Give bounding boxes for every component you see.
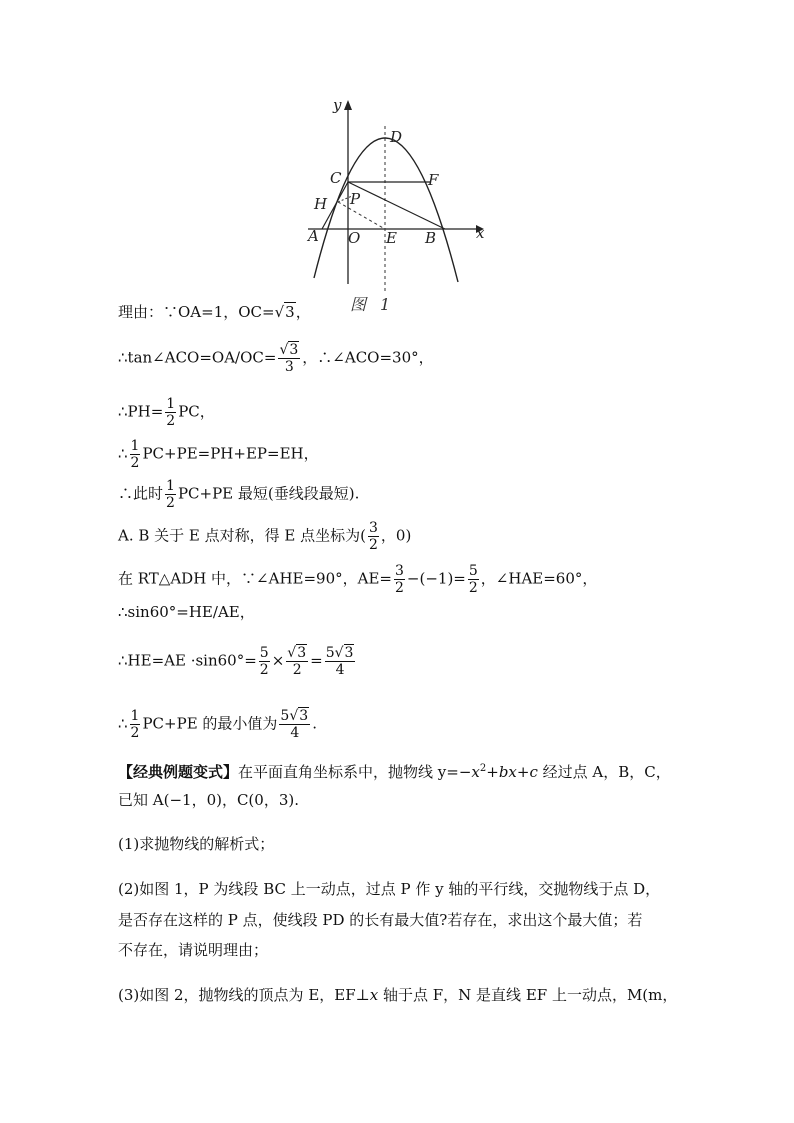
- text: PC，: [178, 402, 215, 421]
- label-o: O: [348, 229, 361, 247]
- text: PC+PE=PH+EP=EH，: [142, 444, 319, 463]
- line-1: [118, 302, 311, 322]
- text: PC+PE 最短(垂线段最短).: [177, 484, 360, 503]
- var-x: x: [471, 763, 480, 781]
- line-6: [118, 520, 411, 553]
- figure-caption: 图: [350, 295, 367, 314]
- fraction: $\frac{√3}{3}$: [279, 342, 299, 375]
- label-e: E: [386, 229, 397, 247]
- fraction: $\frac{3}{2}$: [395, 563, 404, 596]
- text: ，: [295, 303, 311, 321]
- label-x: x: [476, 224, 485, 242]
- var-bx: bx: [498, 763, 517, 781]
- label-c: C: [330, 169, 342, 187]
- line-9: [118, 645, 357, 678]
- line-7: [118, 563, 597, 596]
- line-5: [118, 478, 359, 511]
- fraction-half: $\frac{1}{2}$: [166, 478, 175, 511]
- text: 已知 A(−1，0)，C(0，3).: [118, 791, 299, 809]
- text: ∴此时: [118, 484, 164, 503]
- label-y: y: [333, 96, 342, 114]
- var-x: x: [369, 986, 379, 1004]
- sqrt-3: √3: [274, 303, 295, 321]
- line-14: [118, 879, 660, 899]
- fraction: $\frac{5}{2}$: [468, 563, 478, 596]
- text: ∴HE=AE ·sin60°=: [118, 651, 257, 670]
- line-15: [118, 910, 642, 930]
- text: ∴tan∠ACO=OA/OC=: [118, 348, 277, 367]
- figure-caption-number: 1: [380, 295, 391, 314]
- segment-he: [338, 202, 385, 229]
- line-17: [118, 985, 677, 1005]
- fraction-half: $\frac{1}{2}$: [130, 438, 140, 471]
- line-12: [118, 790, 299, 810]
- y-axis-arrow: [344, 100, 352, 110]
- text: ，∴∠ACO=30°，: [302, 348, 434, 367]
- parabola-figure: [300, 96, 490, 318]
- fraction-half: $\frac{1}{2}$: [166, 396, 176, 429]
- line-16: [118, 940, 268, 960]
- label-b: B: [425, 229, 437, 247]
- line-4: [118, 438, 319, 471]
- line-2: [118, 342, 434, 375]
- text: A. B 关于 E 点对称，得 E 点坐标为(: [118, 526, 366, 545]
- text: (3)如图 2，抛物线的顶点为 E，EF⊥: [118, 986, 370, 1004]
- var-c: c: [529, 763, 538, 781]
- text: ，0): [380, 526, 412, 545]
- line-8: [118, 602, 255, 622]
- fraction: $\frac{5√3}{4}$: [325, 645, 354, 678]
- fraction: $\frac{5}{2}$: [259, 645, 269, 678]
- line-13: [118, 834, 274, 854]
- times-sign: ×: [271, 651, 285, 670]
- text: 在平面直角坐标系中，抛物线 y=−: [238, 763, 472, 781]
- text: ，∠HAE=60°，: [480, 569, 598, 588]
- fraction: $\frac{5√3}{4}$: [280, 708, 309, 741]
- text: −(−1)=: [406, 569, 466, 588]
- label-f: F: [428, 171, 439, 189]
- label-d: D: [390, 128, 403, 146]
- text: PC+PE 的最小值为: [142, 714, 278, 733]
- equals-sign: =: [310, 651, 323, 670]
- text: 不存在，请说明理由；: [118, 941, 269, 959]
- text: .: [312, 714, 317, 733]
- segment-cb: [348, 182, 445, 229]
- text: ∴sin60°=HE/AE，: [118, 603, 255, 621]
- text: 轴于点 F，N 是直线 EF 上一动点，M(m，: [378, 986, 678, 1004]
- fraction: $\frac{3}{2}$: [369, 520, 378, 553]
- text: (1)求抛物线的解析式；: [118, 835, 275, 853]
- text: 理由：∵OA=1，OC=: [118, 303, 275, 321]
- text: ∴: [118, 444, 128, 463]
- text: 是否存在这样的 P 点，使线段 PD 的长有最大值?若存在，求出这个最大值；若: [118, 911, 643, 929]
- line-10: [118, 708, 317, 741]
- fraction-half: $\frac{1}{2}$: [130, 708, 140, 741]
- label-a: A: [308, 227, 319, 245]
- text: 在 RT△ADH 中，∵∠AHE=90°，AE=: [118, 569, 392, 588]
- fraction: $\frac{√3}{2}$: [287, 645, 307, 678]
- superscript: 2: [479, 763, 487, 774]
- text: ∴PH=: [118, 402, 164, 421]
- text: 经过点 A，B，C，: [537, 763, 671, 781]
- label-h: H: [314, 195, 328, 213]
- text: (2)如图 1，P 为线段 BC 上一动点，过点 P 作 y 轴的平行线，交抛物线于点 D，: [118, 880, 661, 898]
- line-11: 【经典例题变式】在平面直角坐标系中，抛物线 $y=-x^2+bx+c$ 经过点 A，B，C，: [118, 763, 671, 781]
- section-heading: 【经典例题变式】: [118, 763, 239, 781]
- parabola-curve: [314, 138, 458, 282]
- label-p: P: [350, 190, 361, 208]
- text: ∴: [118, 714, 128, 733]
- line-3: [118, 396, 215, 429]
